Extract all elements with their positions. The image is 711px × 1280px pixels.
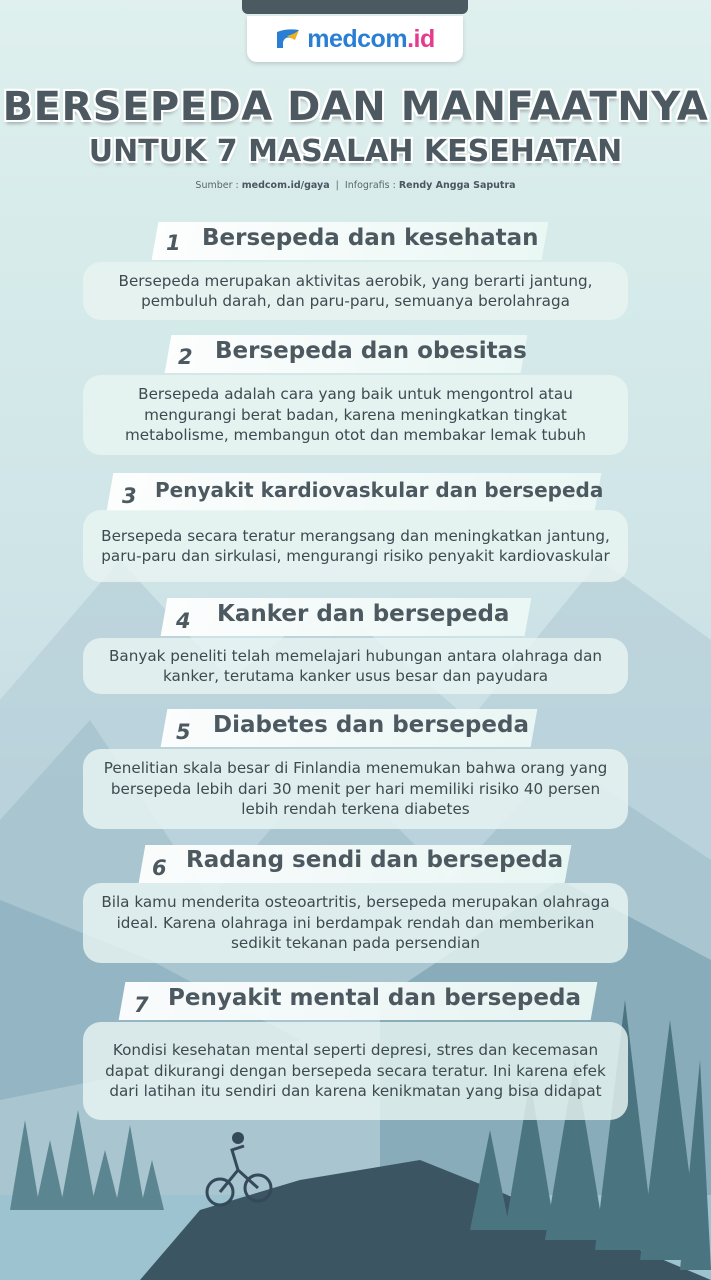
item-heading: Bersepeda dan obesitas xyxy=(215,338,527,364)
item-body xyxy=(83,262,628,320)
item-body-text: Banyak peneliti telah memelajari hubungan antara olahraga dan kanker, terutama kanker usus besar dan payudara xyxy=(108,646,603,685)
logo-text xyxy=(307,25,434,54)
logo-word: medcom xyxy=(307,24,408,53)
item-heading: Diabetes dan bersepeda xyxy=(213,712,529,738)
item-number: 3 xyxy=(122,484,137,508)
source-label: Sumber : xyxy=(195,180,239,191)
item-heading: Bersepeda dan kesehatan xyxy=(202,225,539,251)
logo-dot: . xyxy=(407,24,414,53)
cyclist-head xyxy=(232,1132,244,1144)
page-subtitle: UNTUK 7 MASALAH KESEHATAN xyxy=(88,134,623,169)
item-heading: Penyakit kardiovaskular dan bersepeda xyxy=(155,478,604,502)
item-heading: Radang sendi dan bersepeda xyxy=(186,847,564,873)
item-number: 2 xyxy=(178,345,193,369)
graphic-value: Rendy Angga Saputra xyxy=(398,180,516,191)
item-number: 7 xyxy=(134,993,149,1017)
item-body xyxy=(83,749,628,829)
page-title: BERSEPEDA DAN MANFAATNYA xyxy=(2,84,709,130)
graphic-label: Infografis : xyxy=(344,180,396,191)
item-body-text: Bersepeda secara teratur merangsang dan meningkatkan jantung, paru-paru dan sirkulasi, mengurangi risiko penyakit kardiovaskular xyxy=(101,526,610,565)
logo-suffix: id xyxy=(413,24,435,53)
medcom-logo-icon xyxy=(275,28,301,50)
item-number: 1 xyxy=(166,231,181,255)
brand-logo xyxy=(247,16,463,62)
item-body xyxy=(83,510,628,582)
item-heading: Penyakit mental dan bersepeda xyxy=(168,985,581,1011)
item-body xyxy=(83,375,628,455)
top-tab xyxy=(242,0,468,14)
item-number: 4 xyxy=(176,609,191,633)
item-body-text: Bersepeda merupakan aktivitas aerobik, yang berarti jantung, pembuluh darah, dan paru-paru, semuanya berolahraga xyxy=(118,271,593,310)
item-body xyxy=(83,883,628,963)
item-body-text: Penelitian skala besar di Finlandia menemukan bahwa orang yang bersepeda lebih dari 30 menit per hari memiliki risiko 40 persen lebih rendah terkena diabetes xyxy=(103,759,608,819)
item-body-text: Bila kamu menderita osteoartritis, bersepeda merupakan olahraga ideal. Karena olahraga ini berdampak rendah dan memberikan sedikit tekanan pada persendian xyxy=(101,893,610,953)
credit-line xyxy=(0,180,711,191)
item-heading: Kanker dan bersepeda xyxy=(217,601,510,627)
item-body xyxy=(83,638,628,694)
item-number: 5 xyxy=(176,720,191,744)
item-number: 6 xyxy=(152,856,167,880)
item-body-text: Kondisi kesehatan mental seperti depresi, stres dan kecemasan dapat dikurangi dengan bersepeda secara teratur. Ini karena efek dari latihan itu sendiri dan karena kenikmatan yang bisa didapat xyxy=(105,1041,606,1101)
credit-separator: | xyxy=(335,180,339,191)
source-value: medcom.id/gaya xyxy=(241,180,330,191)
item-body xyxy=(83,1022,628,1120)
item-body-text: Bersepeda adalah cara yang baik untuk mengontrol atau mengurangi berat badan, karena meningkatkan tingkat metabolisme, membangun otot dan membakar lemak tubuh xyxy=(125,385,586,445)
